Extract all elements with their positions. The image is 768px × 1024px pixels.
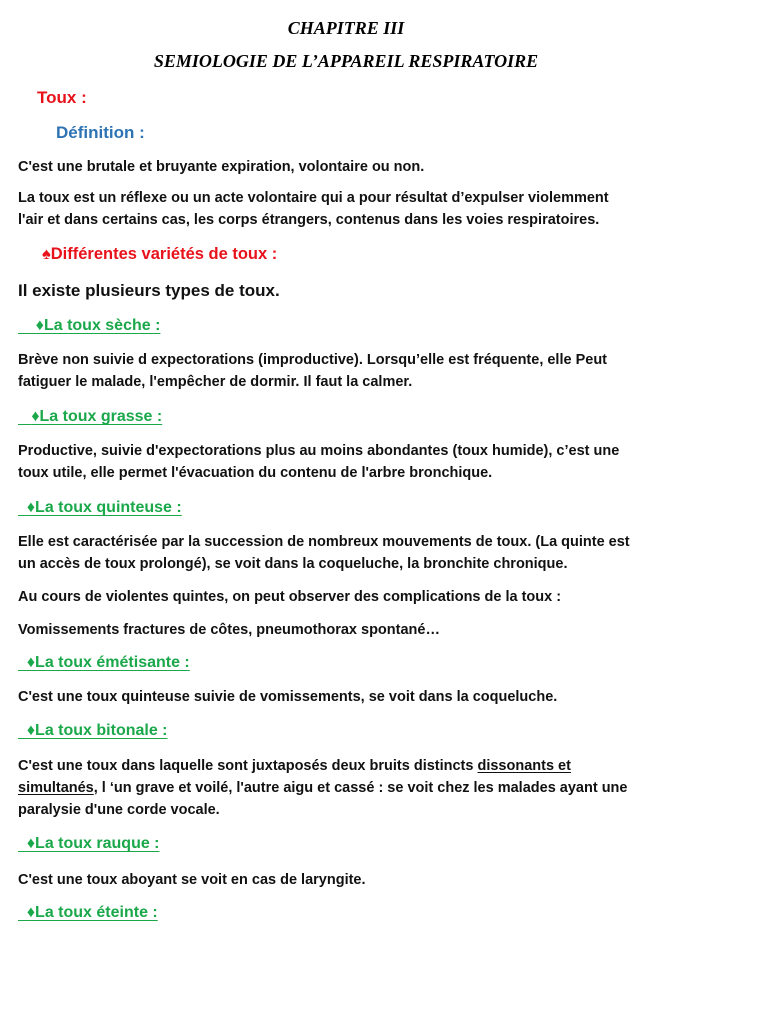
varieties-heading [42, 245, 277, 264]
varieties-heading-text: Différentes variétés de toux : [50, 245, 278, 263]
section-heading-toux: Toux : [37, 88, 87, 107]
spade-icon: ♠ [42, 245, 51, 263]
definition-line: C'est une brutale et bruyante expiration, volontaire ou non. [18, 159, 425, 175]
type-text-line: simultanés, l ‘un grave et voilé, l'autre aigu et cassé : se voit chez les malades ayant une [18, 780, 628, 796]
type-text-line: un accès de toux prolongé), se voit dans la coqueluche, la bronchite chronique. [18, 556, 568, 572]
type-heading-bitonale: ♦La toux bitonale : [26, 722, 168, 739]
type-text-line: C'est une toux aboyant se voit en cas de laryngite. [18, 872, 366, 888]
type-text-line: toux utile, elle permet l'évacuation du contenu de l'arbre bronchique. [18, 465, 493, 481]
definition-line: La toux est un réflexe ou un acte volontaire qui a pour résultat d’expulser violemment [18, 190, 609, 206]
type-heading-emetisante: ♦La toux émétisante : [26, 654, 190, 671]
type-text-line: paralysie d'une corde vocale. [18, 802, 220, 818]
type-text-line: Brève non suivie d expectorations (improductive). Lorsqu’elle est fréquente, elle Peut [18, 352, 608, 368]
underlined-text: dissonants et [477, 758, 571, 774]
chapter-subtitle: SEMIOLOGIE DE L’APPAREIL RESPIRATOIRE [153, 51, 539, 71]
definition-heading: Définition : [56, 123, 145, 142]
type-text-line: fatiguer le malade, l'empêcher de dormir. Il faut la calmer. [18, 374, 413, 390]
type-heading-rauque: ♦La toux rauque : [26, 835, 160, 852]
type-heading-seche: ♦La toux sèche : [35, 317, 161, 334]
type-text-line: Productive, suivie d'expectorations plus au moins abondantes (toux humide), c’est une [18, 443, 620, 459]
type-text-line: Au cours de violentes quintes, on peut observer des complications de la toux : [18, 589, 562, 605]
type-heading-eteinte: ♦La toux éteinte : [26, 904, 158, 921]
type-text-line: Elle est caractérisée par la succession de nombreux mouvements de toux. (La quinte est [18, 534, 630, 550]
type-text-line: C'est une toux quinteuse suivie de vomissements, se voit dans la coqueluche. [18, 689, 558, 705]
type-text-line: Vomissements fractures de côtes, pneumothorax spontané… [18, 622, 440, 638]
type-heading-grasse: ♦La toux grasse : [31, 408, 163, 425]
intro-text: Il existe plusieurs types de toux. [18, 281, 280, 300]
type-text-line: C'est une toux dans laquelle sont juxtaposés deux bruits distincts dissonants et [18, 758, 571, 774]
type-heading-quinteuse: ♦La toux quinteuse : [26, 499, 182, 516]
definition-line: l'air et dans certains cas, les corps étrangers, contenus dans les voies respiratoires. [18, 212, 600, 228]
underlined-text: simultanés [18, 780, 94, 796]
chapter-title: CHAPITRE III [287, 18, 405, 38]
